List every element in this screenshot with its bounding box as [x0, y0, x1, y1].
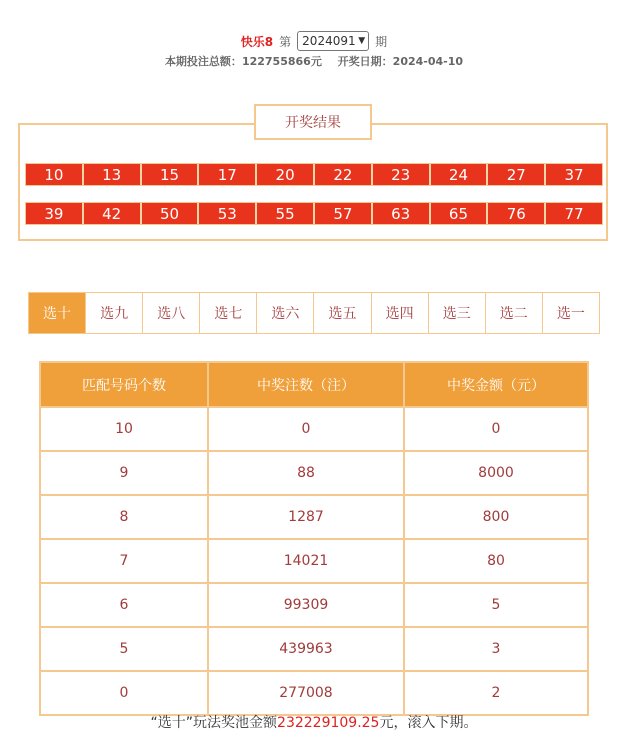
ball: 65 — [431, 203, 489, 224]
ball: 42 — [84, 203, 142, 224]
period-select[interactable] — [297, 31, 369, 51]
chevron-down-icon: ▼ — [358, 36, 366, 46]
pool-prefix: “选十”玩法奖池金额 — [150, 715, 278, 731]
period-value: 2024091 — [302, 34, 356, 48]
cell-match: 10 — [40, 407, 208, 451]
table-row — [40, 451, 588, 495]
ball: 57 — [315, 203, 373, 224]
total-bet-label: 本期投注总额： — [164, 55, 242, 68]
ball: 15 — [142, 164, 200, 185]
play-type-tabs — [28, 292, 600, 334]
cell-amount: 800 — [404, 495, 588, 539]
result-title: 开奖结果 — [254, 104, 372, 140]
tab-xuan-qi[interactable]: 选七 — [200, 293, 257, 333]
cell-match: 5 — [40, 627, 208, 671]
ball: 50 — [142, 203, 200, 224]
cell-count: 99309 — [208, 583, 404, 627]
ball: 39 — [26, 203, 84, 224]
table-row — [40, 495, 588, 539]
tab-xuan-liu[interactable]: 选六 — [257, 293, 314, 333]
tab-xuan-wu[interactable]: 选五 — [314, 293, 371, 333]
tab-xuan-ba[interactable]: 选八 — [143, 293, 200, 333]
ball: 20 — [257, 164, 315, 185]
ball: 55 — [257, 203, 315, 224]
table-header-row — [40, 362, 588, 407]
prize-table — [39, 361, 589, 716]
brand-label: 快乐8 — [240, 34, 274, 49]
ball: 22 — [315, 164, 373, 185]
cell-count: 439963 — [208, 627, 404, 671]
draw-date-value: 2024-04-10 — [392, 55, 464, 68]
cell-amount: 8000 — [404, 451, 588, 495]
ball: 24 — [431, 164, 489, 185]
cell-match: 0 — [40, 671, 208, 715]
ball: 27 — [488, 164, 546, 185]
tab-xuan-san[interactable]: 选三 — [429, 293, 486, 333]
col-header-match: 匹配号码个数 — [40, 362, 208, 407]
ball: 77 — [546, 203, 602, 224]
total-bet-value: 122755866元 — [241, 55, 322, 68]
cell-count: 277008 — [208, 671, 404, 715]
draw-date — [338, 55, 463, 68]
ball: 23 — [373, 164, 431, 185]
draw-date-label: 开奖日期： — [337, 55, 393, 68]
ball-row-2 — [25, 202, 603, 225]
ball: 63 — [373, 203, 431, 224]
col-header-amount: 中奖金额（元） — [404, 362, 588, 407]
cell-count: 0 — [208, 407, 404, 451]
tab-xuan-shi[interactable]: 选十 — [29, 293, 86, 333]
cell-count: 88 — [208, 451, 404, 495]
ball: 17 — [199, 164, 257, 185]
table-row — [40, 583, 588, 627]
ball: 53 — [199, 203, 257, 224]
cell-amount: 5 — [404, 583, 588, 627]
cell-match: 7 — [40, 539, 208, 583]
di-label: 第 — [279, 34, 292, 49]
qi-label: 期 — [375, 34, 388, 49]
table-row — [40, 671, 588, 715]
table-row — [40, 539, 588, 583]
cell-amount: 3 — [404, 627, 588, 671]
cell-count: 14021 — [208, 539, 404, 583]
cell-amount: 2 — [404, 671, 588, 715]
pool-amount: 232229109.25 — [277, 715, 380, 731]
total-bet — [165, 55, 322, 68]
tab-xuan-jiu[interactable]: 选九 — [86, 293, 143, 333]
pool-suffix: 元，滚入下期。 — [379, 715, 478, 731]
tab-xuan-si[interactable]: 选四 — [372, 293, 429, 333]
bet-info — [0, 53, 628, 71]
cell-match: 9 — [40, 451, 208, 495]
cell-match: 8 — [40, 495, 208, 539]
table-row — [40, 407, 588, 451]
ball: 37 — [546, 164, 602, 185]
ball-row-1 — [25, 163, 603, 186]
tab-xuan-yi[interactable]: 选一 — [543, 293, 599, 333]
pool-footer — [0, 712, 628, 732]
tab-xuan-er[interactable]: 选二 — [486, 293, 543, 333]
table-row — [40, 627, 588, 671]
cell-amount: 0 — [404, 407, 588, 451]
ball: 76 — [488, 203, 546, 224]
cell-match: 6 — [40, 583, 208, 627]
col-header-count: 中奖注数（注） — [208, 362, 404, 407]
cell-count: 1287 — [208, 495, 404, 539]
header-row — [0, 30, 628, 52]
ball: 13 — [84, 164, 142, 185]
ball: 10 — [26, 164, 84, 185]
cell-amount: 80 — [404, 539, 588, 583]
